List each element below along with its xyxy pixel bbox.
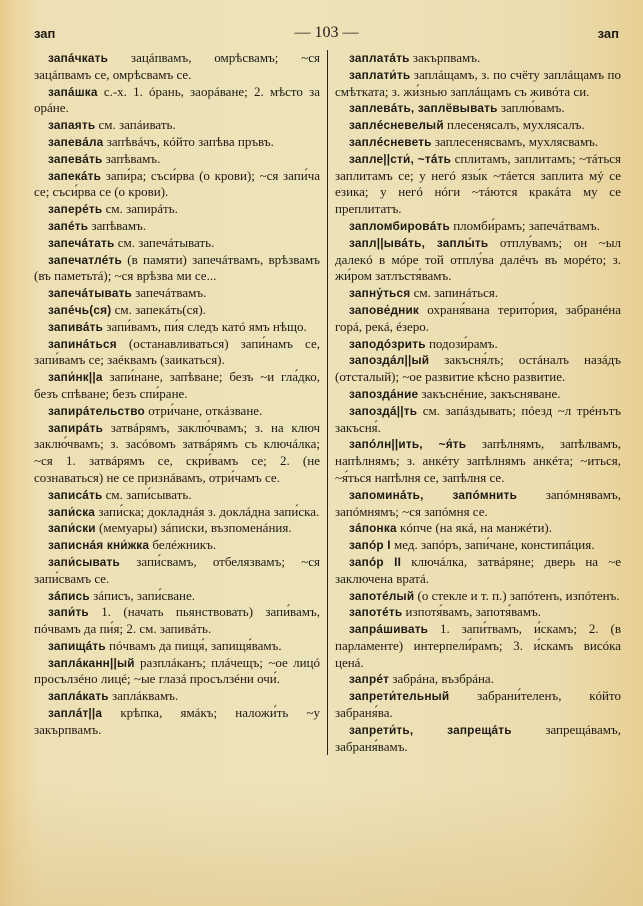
dictionary-entry xyxy=(34,218,320,235)
dictionary-entry xyxy=(335,117,621,134)
dictionary-entry xyxy=(335,67,621,101)
headword: заплéсневеть xyxy=(349,134,432,149)
headword: заперéть xyxy=(48,202,103,217)
headword: запáчкать xyxy=(48,51,109,65)
translation: см. запекáть(ся). xyxy=(111,301,206,317)
dictionary-entry xyxy=(34,688,320,705)
headword: запрéт xyxy=(349,672,390,687)
translation: закъснéние, закъсняване. xyxy=(418,385,561,401)
headword: запоздáл||ый xyxy=(349,353,430,368)
translation: запѣвáчъ, кóйто запѣва пръвъ. xyxy=(103,133,274,149)
headword: запевáла xyxy=(48,134,104,149)
headword: запи́ска xyxy=(48,504,96,519)
translation: 1. запи́твамъ, и́скамъ; 2. (в парламенте) интерпели́рамъ; 3. и́скамъ висóка ценá. xyxy=(335,621,621,670)
headword: запоминáть, запóмнить xyxy=(349,487,518,502)
dictionary-entry xyxy=(335,487,621,521)
translation: запѣвамъ. xyxy=(102,150,161,166)
headword: запи́ски xyxy=(48,521,96,536)
dictionary-entry xyxy=(335,336,621,353)
translation: кóпче (на якá, на манжéти). xyxy=(396,520,553,536)
dictionary-entry xyxy=(335,151,621,218)
headword: записáть xyxy=(48,487,103,502)
translation: ключáлка, затвáряне; дверь на ~е заключена вратá. xyxy=(335,553,621,586)
headword: запаять xyxy=(48,118,96,133)
dictionary-entry xyxy=(34,50,320,84)
headword: заподóзрить xyxy=(349,336,426,351)
headword: зáпонка xyxy=(349,521,397,536)
headword: заплевáть, заплёвывать xyxy=(349,101,498,116)
translation: запрещáвамъ, забраня́вамъ. xyxy=(335,721,621,754)
headword: заплéсневелый xyxy=(349,118,444,133)
dictionary-entry xyxy=(335,621,621,671)
dictionary-entry xyxy=(34,201,320,218)
dictionary-entry xyxy=(335,554,621,588)
headword: запечáтать xyxy=(48,235,115,250)
dictionary-entry xyxy=(34,336,320,370)
dictionary-entry xyxy=(335,302,621,336)
dictionary-entry xyxy=(335,235,621,285)
dictionary-entry xyxy=(335,285,621,302)
translation: (останавливаться) запи́намъ се, запи́вамъ се; заéквамъ (заикаться). xyxy=(34,335,320,368)
translation: см. запинáться. xyxy=(410,285,499,301)
translation: мед. запóръ, запи́чане, констипáция. xyxy=(390,537,595,553)
dictionary-entry xyxy=(34,84,320,118)
dictionary-entry xyxy=(34,655,320,689)
translation: закърпвамъ. xyxy=(409,50,481,65)
headword: запи́сывать xyxy=(48,554,120,569)
dictionary-entry xyxy=(335,688,621,722)
translation: закъсня́лъ; остáналъ назáдъ (отсталый); ~ое развитие кѣсно развитие. xyxy=(335,352,621,385)
dictionary-entry xyxy=(34,168,320,202)
dictionary-entry xyxy=(34,537,320,554)
headword: запищáть xyxy=(48,638,106,653)
page-header xyxy=(34,24,619,42)
translation: (мемуары) зáписки, възпоменáния. xyxy=(95,520,292,536)
translation: запѣлнямъ, запѣлвамъ, напѣлнямъ; з. анкéту запѣлнямъ анкéта; ~иться, ~я́ться напѣлня се, запѣлня се. xyxy=(335,436,621,485)
translation: забрани́теленъ, кóйто забраня́ва. xyxy=(335,688,621,721)
dictionary-entry xyxy=(34,554,320,588)
headword: запинáться xyxy=(48,336,117,351)
headword: записнáя кни́жка xyxy=(48,538,150,553)
left-column xyxy=(34,50,327,755)
headword: заплáт||а xyxy=(48,706,103,721)
dictionary-entry xyxy=(34,487,320,504)
dictionary-entry xyxy=(335,520,621,537)
dictionary-entry xyxy=(34,134,320,151)
headword: запл||ывáть, заплы́ть xyxy=(349,235,489,250)
headword: запи́нк||а xyxy=(48,370,103,385)
headword: запле||сти́, ~тáть xyxy=(349,151,452,166)
headword: запоздáние xyxy=(349,386,419,401)
translation: охраня́вана терито́рия, забранéна горá, рекá, éзеро. xyxy=(335,301,621,334)
translation: подози́рамъ. xyxy=(425,335,498,351)
headword: запечáтывать xyxy=(48,286,133,301)
headword: запну́ться xyxy=(349,286,411,301)
guide-word-left: зап xyxy=(34,25,56,41)
headword: запрети́тельный xyxy=(349,689,450,704)
translation: см. запи́сывать. xyxy=(102,486,192,502)
dictionary-entry xyxy=(34,117,320,134)
dictionary-entry xyxy=(34,604,320,638)
headword: запирáтельство xyxy=(48,403,145,418)
dictionary-entry xyxy=(34,235,320,252)
translation: отплу́вамъ; он ~ыл далекó в мóре той отплу́ва далéчъ въ морéто; з. жи́ром затлъстя́вамъ. xyxy=(335,234,621,284)
headword: запéть xyxy=(48,218,89,233)
translation: пломби́рамъ; запечáтвамъ. xyxy=(449,217,600,233)
headword: запекáть xyxy=(48,168,102,183)
dictionary-entry xyxy=(34,403,320,420)
translation: запи́вамъ, пи́я следъ катó ямъ нѣщо. xyxy=(103,318,307,334)
headword: запéчь(ся) xyxy=(48,302,112,317)
headword: заплáканн||ый xyxy=(48,655,135,670)
translation: сплитамъ, заплитамъ; ~тáться заплитамъ се; у негó язы́к ~тáется заплита мý се езика; у негó нóги ~тáются кракáта му се преплитатъ. xyxy=(335,150,621,217)
dictionary-entry xyxy=(335,537,621,554)
translation: отри́чане, откáзване. xyxy=(144,402,263,418)
translation: белéжникъ. xyxy=(149,537,217,553)
translation: изпотя́вамъ, запотя́вамъ. xyxy=(402,604,542,620)
translation: заплáквамъ. xyxy=(108,688,179,704)
headword: заплáкать xyxy=(48,689,109,704)
translation: см. запечáтывать. xyxy=(114,234,215,250)
dictionary-entry xyxy=(34,302,320,319)
dictionary-entry xyxy=(34,369,320,403)
translation: заплю́вамъ. xyxy=(497,100,565,116)
headword: запломбировáть xyxy=(349,218,450,233)
headword: запечатлéть xyxy=(48,252,122,267)
dictionary-entry xyxy=(335,588,621,605)
dictionary-entry xyxy=(335,436,621,486)
dictionary-entry xyxy=(34,319,320,336)
dictionary-entry xyxy=(34,420,320,487)
dictionary-entry xyxy=(335,100,621,117)
headword: запи́ть xyxy=(48,605,89,620)
headword: зáпись xyxy=(48,588,90,603)
dictionary-entry xyxy=(335,218,621,235)
translation: запи́ра; съси́рва (о крови); ~ся запи́ча се; съси́рва се (о крови). xyxy=(34,167,320,200)
headword: запове́дник xyxy=(349,302,420,317)
dictionary-entry xyxy=(34,638,320,655)
dictionary-entry xyxy=(34,588,320,605)
headword: запивáть xyxy=(48,319,104,334)
headword: запóр II xyxy=(349,554,402,569)
translation: запóмнявамъ, запóмнямъ; ~ся запóмня се. xyxy=(335,486,621,519)
headword: заплатáть xyxy=(349,51,410,65)
translation: запи́нане, запѣване; безъ ~и гла́дко, безъ спѣване; безъ спи́ране. xyxy=(34,369,320,401)
dictionary-entry xyxy=(34,252,320,286)
page-shading xyxy=(0,786,643,906)
translation: затвáрямъ, заклю́чвамъ; з. на ключ заклю́чвамъ; з. засóвомъ затвáрямъ съ ключáлка; ~ся 1. затвáрямъ се, скри́вамъ се; 2. (не сознаваться) не се признáвамъ, отри́чамъ се. xyxy=(34,419,320,485)
translation: см. запáздывать; пóезд ~л трéнътъ закъсня́. xyxy=(335,402,621,435)
dictionary-entry xyxy=(335,403,621,437)
translation: крѣпка, ямáкъ; наложи́ть ~у закърпвамъ. xyxy=(34,705,320,737)
headword: запáшка xyxy=(48,84,98,99)
dictionary-entry xyxy=(335,386,621,403)
translation: запи́свамъ, отбелязвамъ; ~ся запи́свамъ се. xyxy=(34,553,320,586)
translation: см. запáивать. xyxy=(95,117,176,133)
dictionary-entry xyxy=(34,285,320,302)
page-number: — 103 — xyxy=(294,24,359,41)
translation: 1. (начать пьянствовать) запи́вамъ, пóчвамъ да пи́я; 2. см. запивáть. xyxy=(34,604,320,637)
translation: заплáщамъ, з. по счёту заплáщамъ по смѣтката; з. жи́знью заплáщамъ съ живóта си. xyxy=(335,66,621,99)
headword: запевáть xyxy=(48,151,103,166)
dictionary-entry xyxy=(335,722,621,756)
translation: см. запирáть. xyxy=(102,201,178,217)
headword: запотéть xyxy=(349,605,403,620)
headword: запотéлый xyxy=(349,588,415,603)
dictionary-entry xyxy=(335,50,621,67)
translation: запѣвамъ. xyxy=(88,217,147,233)
headword: запóлн||ить, ~я́ть xyxy=(349,437,467,452)
dictionary-entry xyxy=(335,352,621,386)
dictionary-entry xyxy=(335,671,621,688)
translation: разплáканъ; плáчещъ; ~ое лицó просълзéно лицé; ~ые глазá просълзéни очи́. xyxy=(34,654,320,687)
translation: пóчвамъ да пищя́, запищя́вамъ. xyxy=(105,637,282,653)
headword: запоздá||ть xyxy=(349,403,418,418)
translation: заплесенясвамъ, мухлясвамъ. xyxy=(431,133,599,149)
dictionary-entry xyxy=(335,604,621,621)
translation: запи́ска; докладнáя з. доклáдна запи́ска. xyxy=(95,503,320,519)
translation: с.-х. 1. óрань, заорáване; 2. мѣсто за орáне. xyxy=(34,83,320,116)
right-column xyxy=(327,50,621,755)
headword: запóр I xyxy=(349,538,391,553)
guide-word-right: зап xyxy=(597,25,619,41)
dictionary-entry xyxy=(34,151,320,168)
dictionary-columns xyxy=(34,50,624,755)
translation: зацáпвамъ, омрѣсвамъ; ~ся зацáпвамъ се, омрѣсвамъ се. xyxy=(34,50,320,82)
headword: заплати́ть xyxy=(349,67,411,82)
headword: запрáшивать xyxy=(349,622,429,637)
translation: (о стекле и т. п.) запóтенъ, изпóтенъ. xyxy=(414,587,620,603)
headword: запрети́ть, запрещáть xyxy=(349,722,512,737)
dictionary-entry xyxy=(34,504,320,521)
headword: запирáть xyxy=(48,420,104,435)
dictionary-entry xyxy=(34,520,320,537)
translation: (в памяти) запечáтвамъ, врѣзвамъ (въ паметьтá); ~ся врѣзва ми се... xyxy=(34,251,320,284)
translation: плесенясалъ, мухлясалъ. xyxy=(443,117,585,133)
translation: запечáтвамъ. xyxy=(132,285,207,301)
translation: забрáна, възбрáна. xyxy=(389,671,494,687)
translation: зáписъ, запи́сване. xyxy=(89,587,196,603)
dictionary-entry xyxy=(335,134,621,151)
dictionary-entry xyxy=(34,705,320,739)
